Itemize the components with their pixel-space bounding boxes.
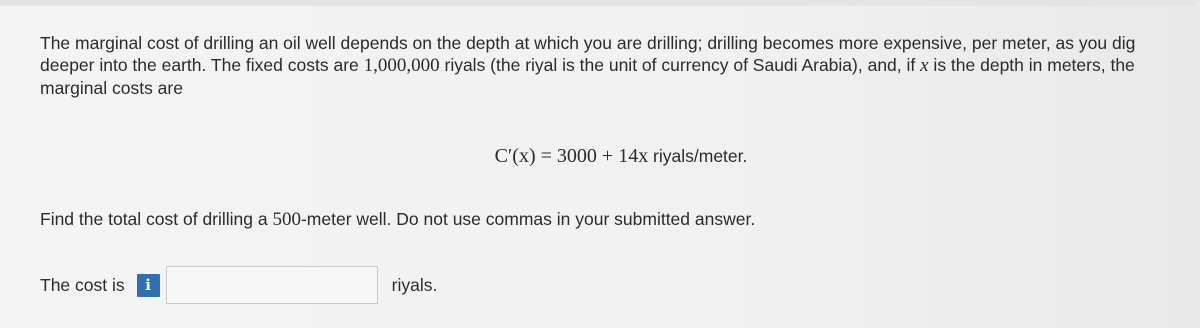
answer-units: riyals. <box>391 274 438 295</box>
question-suffix: -meter well. Do not use commas in your submitted answer. <box>300 209 756 229</box>
answer-label: The cost is <box>40 274 125 295</box>
problem-statement <box>40 32 1190 99</box>
well-depth-value: 500 <box>272 209 301 230</box>
fixed-cost-value: 1,000,000 <box>363 55 440 76</box>
equation-expression: C′(x) = 3000 + 14x <box>494 145 649 167</box>
info-icon[interactable]: i <box>137 274 160 297</box>
equation-units: riyals/meter. <box>648 146 748 166</box>
answer-input[interactable] <box>166 266 378 304</box>
answer-row <box>40 265 437 305</box>
problem-text-part2: riyals (the riyal is the unit of currency of Saudi Arabia), and, if <box>439 55 921 75</box>
problem-text-part3: is the depth in meters, the marginal costs are <box>40 55 1135 98</box>
depth-variable: x <box>920 55 929 76</box>
marginal-cost-equation <box>0 145 1200 168</box>
problem-text-part1: The marginal cost of drilling an oil well depends on the depth at which you are drilling; drilling becomes more expensive, per meter, as you dig deeper into the earth. The fixed costs are <box>40 33 1136 75</box>
question-prefix: Find the total cost of drilling a <box>40 209 273 229</box>
question-text <box>40 209 755 231</box>
